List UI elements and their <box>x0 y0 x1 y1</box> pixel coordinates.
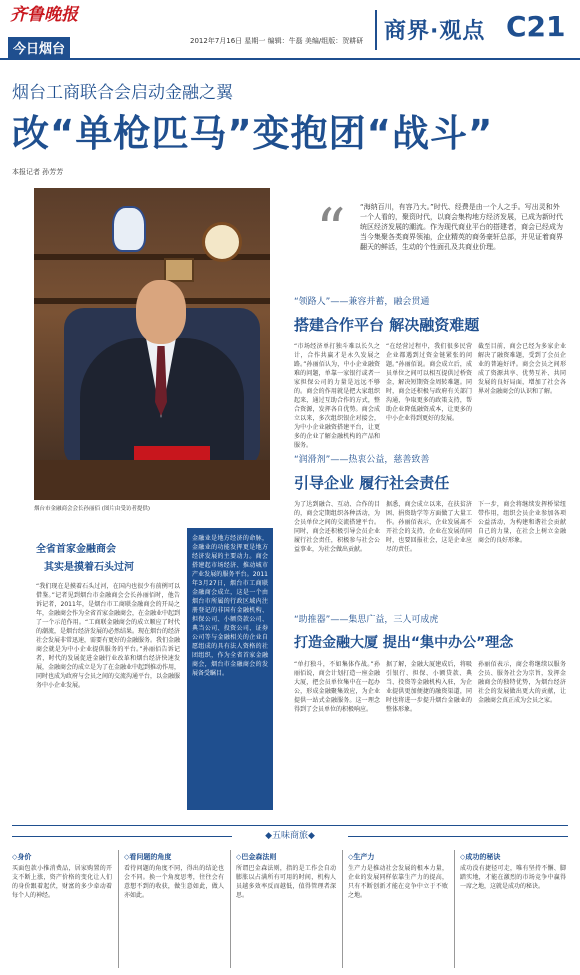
section-tag: “助推器”——集思广益，三人可成虎 <box>294 615 439 625</box>
body-column: 为了达到融合、互动、合作的目的，商会定期组织各种活动，为会员单位之间的交流搭建平台。同时，商会还积极引导会员企业履行社会责任，积极参与社会公益事业，为社会做出贡献。 <box>294 501 380 553</box>
section-title: 搭建合作平台 解决融资难题 <box>294 316 480 334</box>
section-tag: “润滑剂”——热衷公益，慈善致善 <box>294 455 430 465</box>
body-column: 据了解，金融大厦建成后，将吸引银行、担保、小额贷款、典当、投资等金融机构入驻，为企业提供更加便捷的融资渠道，同时也将进一步提升烟台金融业的整体形象。 <box>386 661 472 713</box>
bottom-column <box>124 853 224 968</box>
desk <box>34 460 270 500</box>
bottom-column <box>236 853 336 968</box>
body-column: “在经营过程中，我们很多民营企业都遇到过资金链紧张的问题。”孙丽佰说。商会成立后，成员单位之间可以相互提供过桥资金，解决短期资金周转难题。同时，商会还积极与政府有关部门沟通，争取更多的政策支持，帮助企业降低融资成本，让更多的中小企业得到更好的发展。 <box>386 343 472 422</box>
bottom-column <box>460 853 566 968</box>
sidebar-text: “我们现在是摸着石头过河，在国内也很少有前例可以借鉴。”记者见到烟台市金融商会会长孙丽佰时，他告诉记者，2011年，是烟台市工商联金融商会的开局之年，金融商会作为全省首家金融商会，在金融业中起到了一个示范作用。“工商联金融商会的成立顺应了时代的潮流，是烟台经济发展的必然结果。现在烟台的经济社会发展非常迅速，需要有更好的金融服务。我们金融商会就是为中小企业提供服务的平台。”孙丽佰告诉记者，时代的发展促进金融行业改革和烟台经济快速发展，金融商会的成立是为了在金融业中起到推动作用，同时也成为政府与会员之间的交流沟通平台，以金融服务中小企业发展。 <box>36 583 181 689</box>
article-headline: 改“单枪匹马”变抱团“战斗” <box>12 112 494 155</box>
edition-label: 今日烟台 <box>8 37 70 58</box>
bottom-column-text: 看待问题的角度不同，得出的结论也会不同。换一个角度思考，往往会有意想不到的收获，做生意如此，做人亦如此。 <box>124 865 224 899</box>
bottom-column <box>348 853 448 968</box>
masthead <box>0 0 580 60</box>
bottom-column-text: 生产力是推动社会发展的根本力量，企业的发展同样依靠生产力的提高，只有不断创新才能在竞争中立于不败之地。 <box>348 865 448 899</box>
section-title: 引导企业 履行社会责任 <box>294 474 450 492</box>
page-number: C21 <box>506 10 566 43</box>
bottom-column-title: ◇身价 <box>12 853 32 861</box>
picture-frame <box>164 258 194 282</box>
person-head <box>136 280 186 344</box>
bottom-column <box>12 853 112 968</box>
newspaper-logo: 齐鲁晚报 <box>10 5 78 25</box>
bottom-column-text: 成功没有捷径可走，唯有坚持不懈、脚踏实地，才能在激烈的市场竞争中赢得一席之地，这就是成功的秘诀。 <box>460 865 566 890</box>
bottom-column-title: ◇看问题的角度 <box>124 853 172 861</box>
body-column: 截至目前，商会已经为多家企业解决了融资难题，受到了会员企业的普遍好评。商会会员之间形成了资源共享、优势互补、共同发展的良好局面，增加了社会各界对金融商会的认识和了解。 <box>478 343 566 395</box>
body-column: “市场经济单打独斗难以长久之计，合作共赢才是永久发展之路。”孙丽佰认为，中小企业融资难的问题，单靠一家银行或者一家担保公司的力量是远远不够的。商会的作用就是把大家组织起来，通过互助合作的方式，整合资源，发挥各自优势。商会成立以来，多次组织银企对接会，为中小企业融资搭建平台，让更多的企业了解金融机构的产品和服务。 <box>294 343 380 449</box>
header-divider <box>375 10 377 50</box>
plate-decoration <box>202 222 242 262</box>
sidebar-heading: 全省首家金融商会 <box>36 544 116 555</box>
section-title: 打造金融大厦 提出“集中办公”理念 <box>294 635 514 651</box>
body-column: 下一步，商会将继续发挥桥梁纽带作用，组织会员企业参加各项公益活动，为构建和谐社会贡献自己的力量，在社会上树立金融商会的良好形象。 <box>478 501 566 544</box>
column-separator <box>118 850 119 968</box>
section-rule <box>12 825 568 826</box>
body-column: “单打独斗，不如集体作战。”孙丽佰说，商会计划打造一座金融大厦，把会员单位集中在一起办公，形成金融聚集效应，为企业提供一站式金融服务。这一理念得到了会员单位的积极响应。 <box>294 661 380 713</box>
highlight-box: 金融业是地方经济的命脉，金融业的功能发挥更是地方经济发展的主要动力。商会搭建起市场经济、推动城市产业发展的服务平台。2011年3月27日，烟台市工商联金融商会成立，这是一个由烟台市所属的行政区域内注册登记的非国有金融机构、担保公司、小额贷款公司、典当公司、投资公司、证券公司等与金融相关的企业自愿组成的具有法人资格的社团组织，作为全省首家金融商会，烟台市金融商会的发展备受瞩目。 <box>187 528 273 810</box>
quote-mark-icon: “ <box>316 196 346 264</box>
bottom-column-text: 所谓巴金森法则，指的是工作会自动膨胀以占满所有可用的时间，机构人员越多效率反而越低，值得管理者深思。 <box>236 865 336 899</box>
article-kicker: 烟台工商联合会启动金融之翼 <box>12 83 233 103</box>
pull-quote: “海纳百川，有容乃大。”时代、经费是由一个人之手。写出灵和外一个人看的，聚资时代，以商会集构地方经济发展，已成为新时代统区经济发展的潮流。作为现代商业平台的搭建者，商会已经成为当今集聚各类商界领袖，企业精英的商务豪轩总部，并见证着商界翻天的鲜活，生动的个性面孔及共商业价理。 <box>360 203 563 251</box>
column-separator <box>342 850 343 968</box>
column-separator <box>230 850 231 968</box>
nameplate <box>134 446 210 460</box>
column-band-title: ◆五味商旅◆ <box>265 831 315 841</box>
bottom-column-title: ◇生产力 <box>348 853 375 861</box>
bottom-column-title: ◇巴金森法则 <box>236 853 277 861</box>
bottom-column-text: 买面包款小推消费品，居家购置的开支不断上涨，资产价格的变化让人们的身价跟着起伏，财富的多少牵动着每个人的神经。 <box>12 865 112 899</box>
bottom-column-title: ◇成功的秘诀 <box>460 853 501 861</box>
body-column: 据悉，商会成立以来，在扶贫济困、捐资助学等方面做了大量工作。孙丽佰表示，企业发展离不开社会的支持，企业在发展的同时，也要回报社会，这是企业应尽的责任。 <box>386 501 472 553</box>
date-line: 2012年7月16日 星期一 编辑：牛磊 美编/组版：贺耕研 <box>190 37 364 45</box>
vase-decoration <box>112 206 146 252</box>
column-separator <box>454 850 455 968</box>
sidebar-subheading: 其实是摸着石头过河 <box>44 562 134 573</box>
section-name: 商界·观点 <box>384 19 486 44</box>
photo-caption: 烟台市金融商会会长孙丽佰 (图片由受访者提供) <box>34 506 151 512</box>
section-tag: “领路人”——兼容并蓄，融会贯通 <box>294 297 430 307</box>
body-column: 孙丽佰表示，商会将继续以服务会员、服务社会为宗旨，发挥金融商会的独特优势，为烟台经济社会的发展做出更大的贡献，让金融商会真正成为会员之家。 <box>478 661 566 704</box>
article-byline: 本报记者 孙芳芳 <box>12 168 64 176</box>
portrait-photo <box>34 188 270 500</box>
